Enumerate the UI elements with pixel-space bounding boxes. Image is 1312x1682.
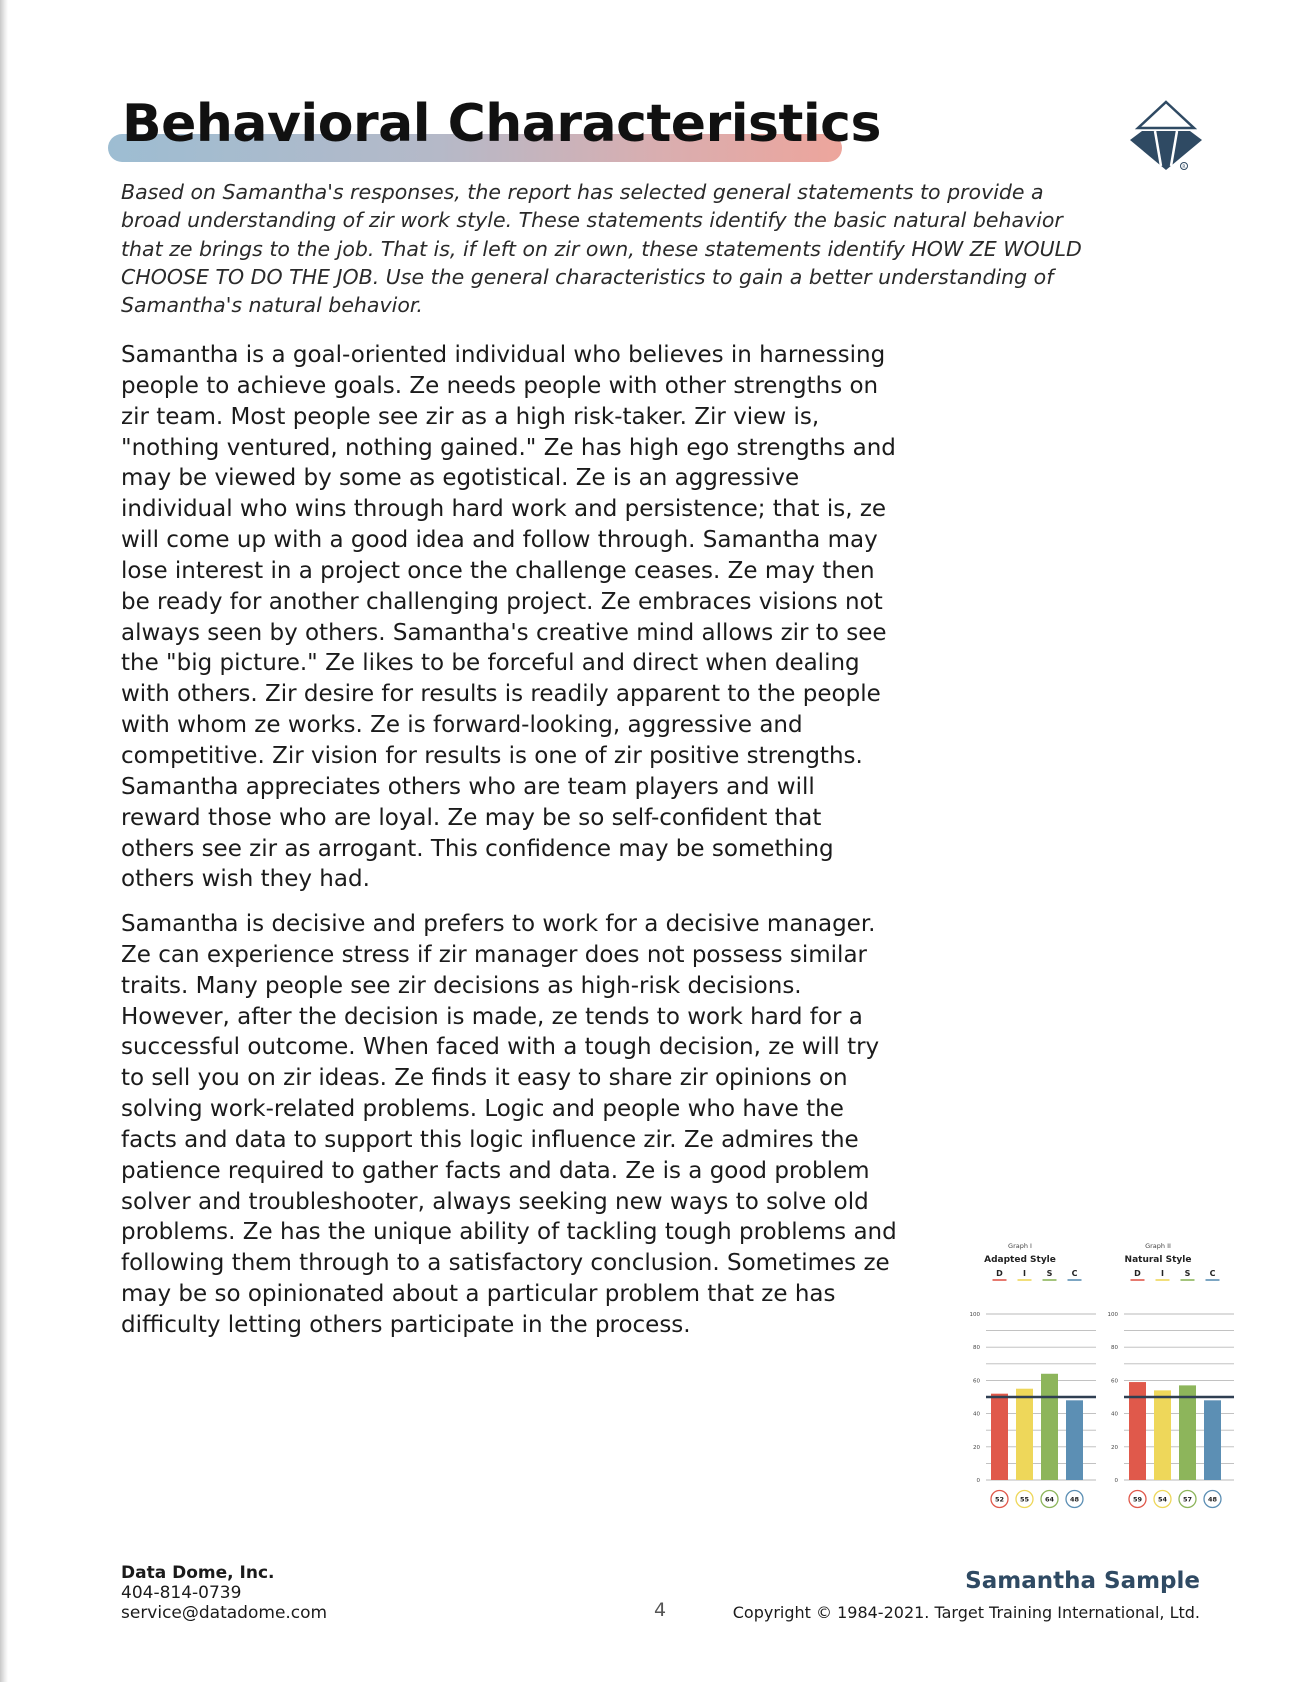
value-label-i: 55	[1019, 1495, 1030, 1504]
category-label-d: D	[996, 1269, 1003, 1278]
bar-s	[1179, 1385, 1196, 1480]
category-label-c: C	[1209, 1269, 1216, 1278]
value-label-d: 52	[994, 1495, 1005, 1504]
value-label-c: 48	[1207, 1495, 1218, 1504]
bar-i	[1016, 1389, 1033, 1480]
page-number: 4	[654, 1599, 667, 1621]
category-label-i: I	[1023, 1269, 1026, 1278]
value-label-c: 48	[1069, 1495, 1080, 1504]
natural-style-graph	[1094, 1240, 1254, 1520]
title-block	[108, 90, 881, 170]
adapted-style-graph	[956, 1240, 1116, 1520]
footer-email: service@datadome.com	[121, 1603, 328, 1623]
value-label-s: 64	[1044, 1495, 1055, 1504]
bar-d	[991, 1394, 1008, 1480]
y-tick-label: 80	[973, 1345, 980, 1352]
category-label-d: D	[1134, 1269, 1141, 1278]
bar-c	[1204, 1400, 1221, 1480]
bar-i	[1154, 1390, 1171, 1480]
footer-phone: 404-814-0739	[121, 1583, 242, 1603]
graph-subtitle: Graph II	[1145, 1242, 1171, 1250]
graph-svg	[956, 1240, 1116, 1520]
footer-company: Data Dome, Inc.	[121, 1563, 275, 1583]
paragraph-2: Samantha is decisive and prefers to work for a decisive manager. Ze can experience stress if zir manager does not possess similar traits. Many people see zir decisions as high-risk decisions. However, after the decision is made, ze tends to work hard for a successful outcome. When faced with a tough decision, ze will try to sell you on zir ideas. Ze finds it easy to share zir opinions on solving work-related problems. Logic and people who have the facts and data to support this logic influence zir. Ze admires the patience required to gather facts and data. Ze is a good problem solver and troubleshooter, always seeking new ways to solve old problems. Ze has the unique ability of tackling tough problems and following them through to a satisfactory conclusion. Sometimes ze may be so opinionated about a particular problem that ze has difficulty letting others participate in the process.	[121, 911, 897, 1338]
value-label-d: 59	[1132, 1495, 1143, 1504]
y-tick-label: 40	[973, 1411, 980, 1418]
value-label-s: 57	[1182, 1495, 1193, 1504]
y-tick-label: 60	[1111, 1378, 1118, 1385]
page-title: Behavioral Characteristics	[122, 94, 881, 154]
y-tick-label: 60	[973, 1378, 980, 1385]
tti-logo-icon	[1128, 100, 1204, 174]
graph-title: Adapted Style	[984, 1255, 1056, 1265]
category-label-c: C	[1071, 1269, 1078, 1278]
y-tick-label: 0	[976, 1478, 980, 1484]
category-label-i: I	[1161, 1269, 1164, 1278]
y-tick-label: 80	[1111, 1345, 1118, 1352]
bar-s	[1041, 1374, 1058, 1480]
respondent-name: Samantha Sample	[965, 1568, 1200, 1594]
y-tick-label: 20	[973, 1444, 980, 1451]
y-tick-label: 20	[1111, 1444, 1118, 1451]
y-tick-label: 100	[1107, 1312, 1118, 1318]
graph-title: Natural Style	[1124, 1255, 1192, 1265]
graph-svg	[1094, 1240, 1254, 1520]
y-tick-label: 40	[1111, 1411, 1118, 1418]
bar-c	[1066, 1400, 1083, 1480]
category-label-s: S	[1184, 1269, 1191, 1278]
category-label-s: S	[1046, 1269, 1053, 1278]
y-tick-label: 100	[969, 1312, 980, 1318]
copyright-text: Copyright © 1984-2021. Target Training International, Ltd.	[732, 1603, 1200, 1622]
page-edge-shadow	[0, 0, 8, 1682]
paragraph-1: Samantha is a goal-oriented individual who believes in harnessing people to achieve goals. Ze needs people with other strengths on zir team. Most people see zir as a high risk-taker. Zir view is, "nothing ventured, nothing gained." Ze has high ego strengths and may be viewed by some as egotistical. Ze is an aggressive individual who wins through hard work and persistence; that is, ze will come up with a good idea and follow through. Samantha may lose interest in a project once the challenge ceases. Ze may then be ready for another challenging project. Ze embraces visions not always seen by others. Samantha's creative mind allows zir to see the "big picture." Ze likes to be forceful and direct when dealing with others. Zir desire for results is readily apparent to the people with whom ze works. Ze is forward-looking, aggressive and competitive. Zir vision for results is one of zir positive strengths. Samantha appreciates others who are team players and will reward those who are loyal. Ze may be so self-confident that others see zir as arrogant. This confidence may be something others wish they had.	[121, 342, 896, 893]
intro-text: Based on Samantha's responses, the report has selected general statements to provide a broad understanding of zir work style. These statements identify the basic natural behavior that ze brings to the job. That is, if left on zir own, these statements identify HOW ZE WOULD CHOOSE TO DO THE JOB. Use the general characteristics to gain a better understanding of Samantha's natural behavior.	[121, 180, 1082, 318]
y-tick-label: 0	[1114, 1478, 1118, 1484]
graph-subtitle: Graph I	[1008, 1242, 1032, 1250]
value-label-i: 54	[1157, 1495, 1168, 1504]
svg-text:R: R	[1182, 165, 1186, 170]
